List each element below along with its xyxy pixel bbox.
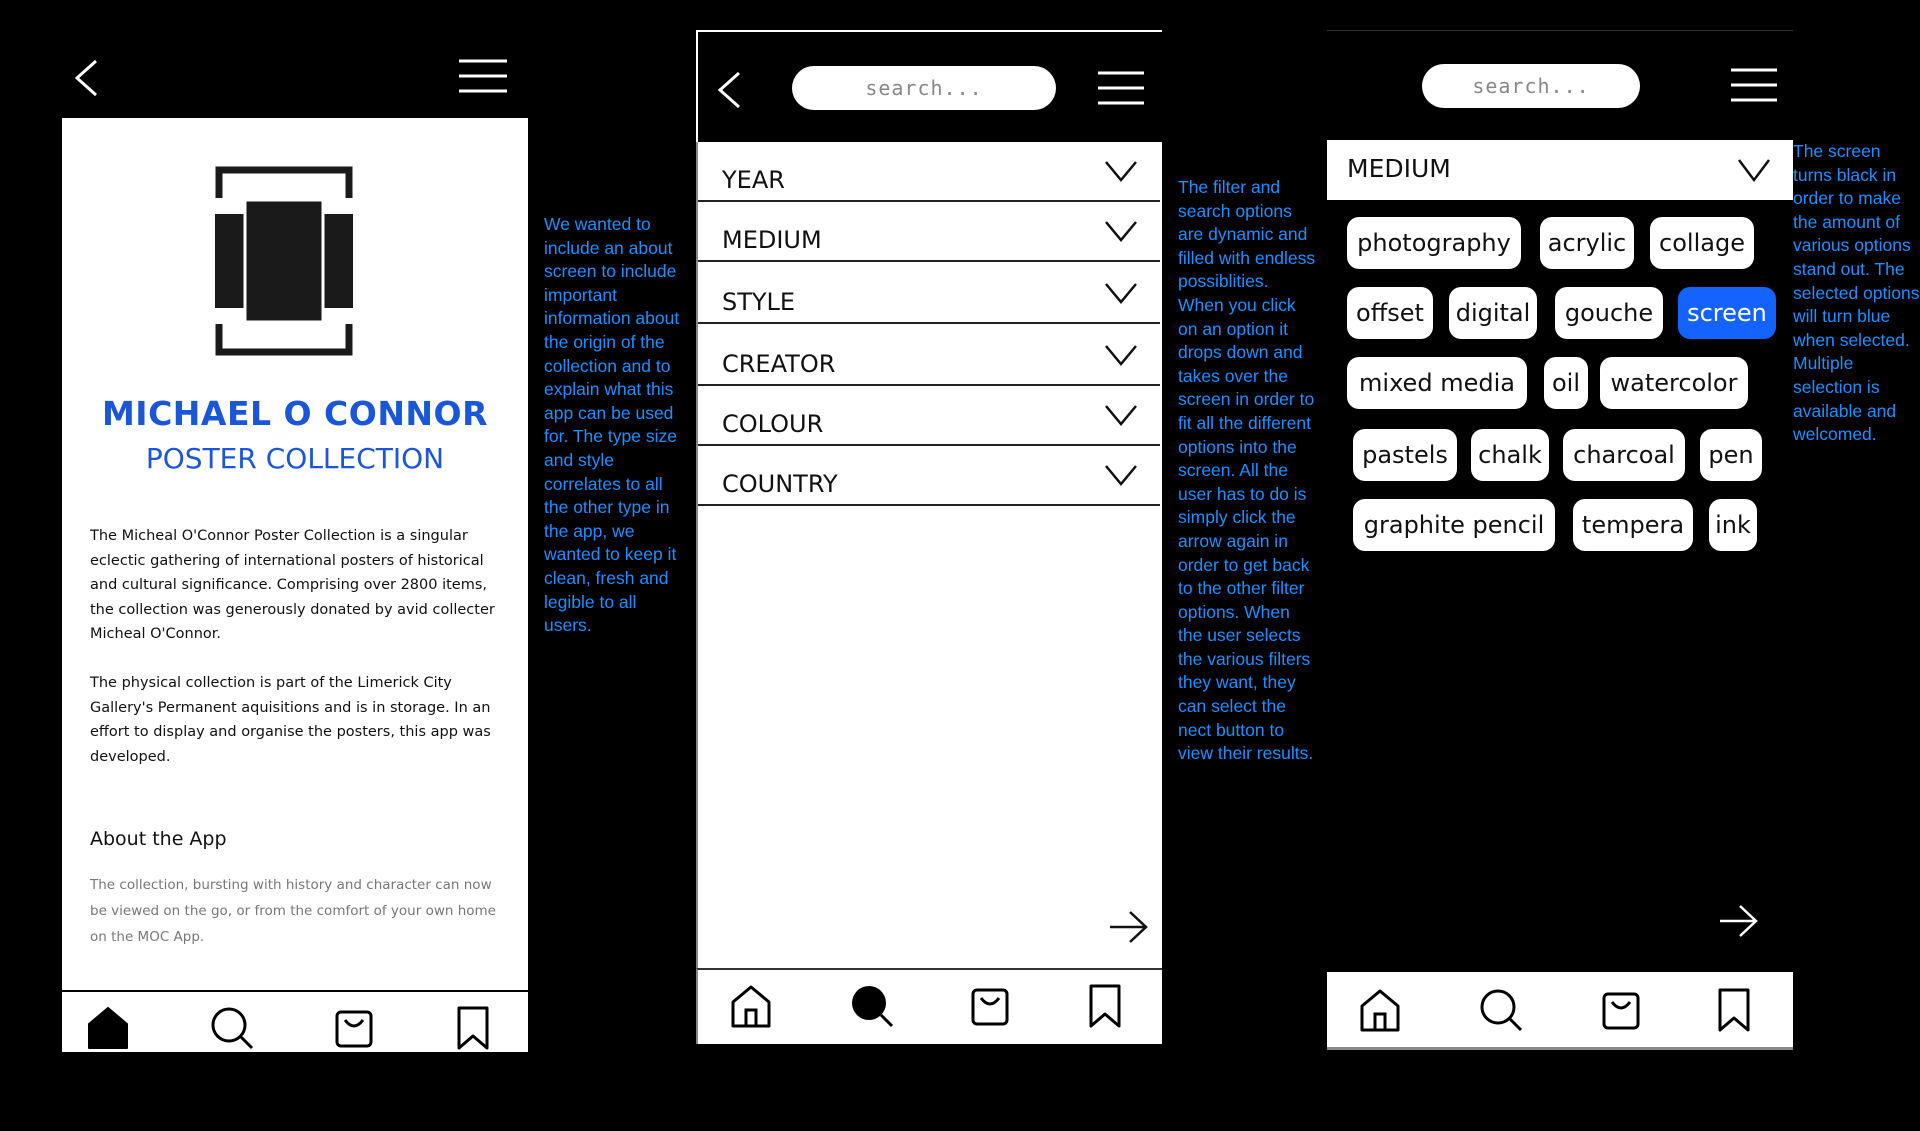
chip-offset[interactable]: offset <box>1347 287 1433 339</box>
bottom-nav <box>696 968 1162 1044</box>
filter-label: COLOUR <box>722 410 824 438</box>
chip-screen-selected[interactable]: screen <box>1678 287 1776 339</box>
annotation-about: We wanted to include an about screen to include important information about the origin of the collection and to explain what this app can be used for. The type size and style correlates to all the other type in the app, we wanted to keep it clean, fresh and legible to all users. <box>544 214 680 636</box>
medium-header-label: MEDIUM <box>1347 154 1451 183</box>
bag-icon[interactable] <box>1601 988 1641 1030</box>
menu-icon[interactable] <box>459 58 507 94</box>
bag-icon[interactable] <box>970 984 1010 1026</box>
back-arrow-icon[interactable] <box>72 58 100 98</box>
search-icon[interactable] <box>850 984 894 1028</box>
annotation-filter: The filter and search options are dynamic and filled with endless possiblities. When you click on an option it drops down and takes over the screen in order to fit all the different options into the screen. All the user has to do is simply click the arrow again in order to get back to the other filter options. When the user selects the various filters they want, they can select the nect button to view their results. <box>1178 177 1316 764</box>
search-input[interactable]: search... <box>792 66 1056 110</box>
collection-title: MICHAEL O CONNOR <box>101 394 489 433</box>
chip-photography[interactable]: photography <box>1347 217 1521 269</box>
filter-label: STYLE <box>722 288 796 316</box>
menu-icon[interactable] <box>1731 67 1777 103</box>
chip-oil[interactable]: oil <box>1544 357 1588 409</box>
next-arrow-icon[interactable] <box>1108 910 1148 944</box>
chip-collage[interactable]: collage <box>1650 217 1754 269</box>
bookmark-icon[interactable] <box>1717 988 1751 1032</box>
bottom-nav <box>1327 972 1793 1050</box>
chip-tempera[interactable]: tempera <box>1573 499 1693 551</box>
filter-row-medium[interactable] <box>698 204 1160 262</box>
search-icon[interactable] <box>210 1006 254 1050</box>
bookmark-icon[interactable] <box>1088 984 1122 1028</box>
filter-label: MEDIUM <box>722 226 822 254</box>
home-icon[interactable] <box>1359 988 1401 1032</box>
chip-chalk[interactable]: chalk <box>1471 429 1549 481</box>
filter-label: CREATOR <box>722 350 836 378</box>
filter-row-country[interactable] <box>698 448 1160 506</box>
logo-icon <box>215 166 353 356</box>
chip-mixed-media[interactable]: mixed media <box>1347 357 1527 409</box>
chevron-down-icon[interactable] <box>1104 220 1138 242</box>
collection-subtitle: POSTER COLLECTION <box>145 442 445 475</box>
filter-row-style[interactable] <box>698 266 1160 324</box>
chip-ink[interactable]: ink <box>1709 499 1757 551</box>
filter-screen <box>696 142 1162 968</box>
medium-filter-header[interactable] <box>1327 140 1793 200</box>
chip-pastels[interactable]: pastels <box>1353 429 1457 481</box>
chip-graphite-pencil[interactable]: graphite pencil <box>1353 499 1555 551</box>
next-arrow-icon[interactable] <box>1718 904 1758 938</box>
chevron-down-icon[interactable] <box>1104 344 1138 366</box>
chip-digital[interactable]: digital <box>1449 287 1537 339</box>
search-icon[interactable] <box>1479 988 1523 1032</box>
chevron-down-icon[interactable] <box>1104 464 1138 486</box>
chevron-down-icon[interactable] <box>1737 158 1771 182</box>
bag-icon[interactable] <box>334 1006 374 1048</box>
chip-pen[interactable]: pen <box>1700 429 1762 481</box>
chip-watercolor[interactable]: watercolor <box>1600 357 1748 409</box>
chevron-down-icon[interactable] <box>1104 404 1138 426</box>
home-icon[interactable] <box>87 1006 129 1050</box>
chevron-down-icon[interactable] <box>1104 282 1138 304</box>
menu-icon[interactable] <box>1098 70 1144 106</box>
about-screen <box>62 118 528 990</box>
about-app-text: The collection, bursting with history and character can now be viewed on the go, or from the comfort of your own home on the MOC App. <box>90 877 496 945</box>
search-input[interactable]: search... <box>1422 64 1640 108</box>
filter-label: YEAR <box>722 166 785 194</box>
medium-top-bar <box>1327 30 1793 140</box>
about-paragraph-1: The Micheal O'Connor Poster Collection is a singular eclectic gathering of international posters of historical and cultural significance. Comprising over 2800 items, the collection was generously donated by avid collecter Micheal O'Connor. <box>90 528 495 642</box>
chip-acrylic[interactable]: acrylic <box>1540 217 1634 269</box>
chip-charcoal[interactable]: charcoal <box>1563 429 1685 481</box>
filter-top-bar <box>696 30 1162 142</box>
about-top-bar <box>62 30 528 118</box>
filter-row-creator[interactable] <box>698 328 1160 386</box>
filter-row-colour[interactable] <box>698 388 1160 446</box>
back-arrow-icon[interactable] <box>716 70 742 110</box>
home-icon[interactable] <box>730 984 772 1028</box>
filter-label: COUNTRY <box>722 470 838 498</box>
about-app-heading: About the App <box>90 828 227 850</box>
about-paragraph-2: The physical collection is part of the Limerick City Gallery's Permanent aquisitions and is in storage. In an effort to display and organise the posters, this app was developed. <box>90 675 491 765</box>
filter-row-year[interactable] <box>698 144 1160 202</box>
annotation-medium: The screen turns black in order to make the amount of various options stand out. The selected options will turn blue when selected. Multiple selection is available and welcomed. <box>1793 141 1920 445</box>
bookmark-icon[interactable] <box>456 1006 490 1050</box>
bottom-nav <box>62 990 528 1052</box>
chevron-down-icon[interactable] <box>1104 160 1138 182</box>
chip-gouche[interactable]: gouche <box>1555 287 1663 339</box>
